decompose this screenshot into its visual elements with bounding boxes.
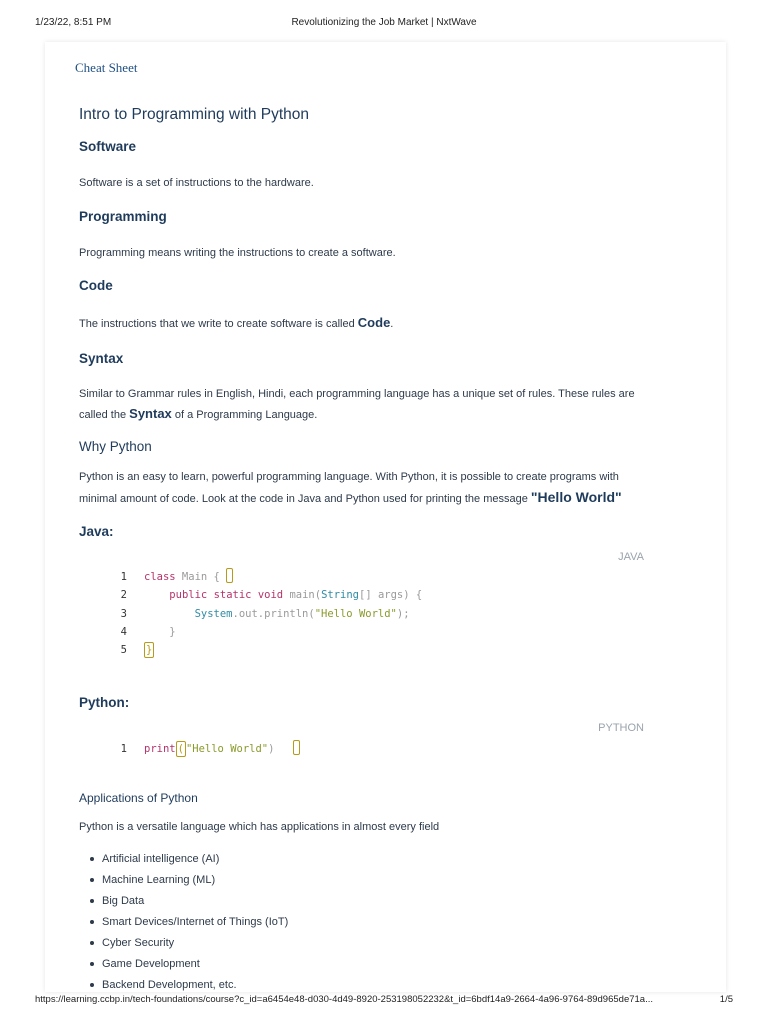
print-page-number: 1/5: [719, 994, 733, 1005]
code-heading: Code: [79, 278, 113, 293]
why-python-line-2-prefix: minimal amount of code. Look at the code in Java and Python used for printing the message: [79, 493, 531, 505]
matched-paren: (: [177, 743, 184, 755]
code-line: [110, 568, 422, 586]
code-text: [] args) {: [359, 589, 423, 602]
code-text-suffix: .: [390, 318, 394, 330]
line-number: 3: [120, 607, 127, 620]
code-keyword: print: [144, 743, 176, 755]
code-keyword: void: [257, 589, 284, 602]
cheat-sheet-label: Cheat Sheet: [75, 60, 138, 75]
why-python-line-2: [79, 487, 669, 509]
code-keyword: class: [144, 571, 176, 583]
code-type: System: [194, 607, 233, 620]
code-string: "Hello World": [185, 743, 269, 755]
code-line: [110, 586, 422, 604]
line-number: 5: [120, 644, 127, 657]
code-type: String: [321, 589, 359, 602]
why-python-text: [79, 467, 669, 509]
applications-list: [102, 851, 288, 998]
list-item: Smart Devices/Internet of Things (IoT): [102, 914, 288, 935]
list-item: Big Data: [102, 893, 288, 914]
java-heading: Java:: [79, 524, 114, 539]
code-term: Code: [357, 315, 391, 330]
matched-brace: }: [146, 644, 153, 657]
print-footer: [0, 994, 768, 1008]
line-number: 1: [120, 571, 127, 583]
code-line: [110, 623, 422, 641]
line-number: 2: [120, 589, 127, 602]
print-datetime: 1/23/22, 8:51 PM: [35, 17, 112, 28]
editor-cursor: [226, 568, 233, 583]
code-text: .out.println(: [232, 607, 315, 620]
print-url: https://learning.ccbp.in/tech-foundations/course?c_id=a6454e48-d030-4d49-8920-253198052232&t_id=6bdf14a9-2664-4a96-9764-89d965de71a...: [35, 994, 653, 1005]
why-python-line-1: Python is an easy to learn, powerful programming language. With Python, it is possible to create programs with: [79, 471, 619, 483]
software-heading: Software: [79, 139, 137, 154]
code-text: Main {: [175, 571, 220, 583]
print-header: [0, 17, 768, 31]
syntax-line-2: [79, 404, 669, 425]
list-item: Machine Learning (ML): [102, 872, 288, 893]
programming-text: Programming means writing the instructions to create a software.: [79, 247, 396, 259]
software-text: Software is a set of instructions to the hardware.: [79, 177, 314, 189]
intro-title: Intro to Programming with Python: [79, 106, 310, 123]
syntax-line-1: Similar to Grammar rules in English, Hindi, each programming language has a unique set of rules. These rules are: [79, 388, 635, 400]
print-page-title: Revolutionizing the Job Market | NxtWave: [291, 17, 477, 28]
code-line: [110, 740, 300, 758]
java-lang-tag: JAVA: [618, 551, 644, 563]
code-text-prefix: The instructions that we write to create software is called: [79, 318, 358, 330]
syntax-line-2-prefix: called the: [79, 409, 130, 421]
applications-intro: Python is a versatile language which has applications in almost every field: [79, 821, 440, 833]
python-lang-tag: PYTHON: [598, 722, 644, 734]
code-text: [79, 313, 669, 334]
applications-heading: Applications of Python: [79, 791, 198, 805]
syntax-term: Syntax: [129, 406, 172, 421]
syntax-line-2-suffix: of a Programming Language.: [171, 409, 318, 421]
code-line: [110, 641, 422, 659]
list-item: Backend Development, etc.: [102, 977, 288, 998]
code-text: );: [396, 607, 410, 620]
syntax-text: [79, 384, 669, 425]
line-number: 1: [120, 743, 127, 755]
java-code-block: [110, 568, 422, 659]
syntax-heading: Syntax: [79, 351, 124, 366]
code-keyword: public: [169, 589, 208, 602]
python-code-block: [110, 740, 300, 758]
code-keyword: static: [213, 589, 252, 602]
python-heading: Python:: [79, 695, 130, 710]
list-item: Game Development: [102, 956, 288, 977]
code-string: "Hello World": [314, 607, 397, 620]
programming-heading: Programming: [79, 209, 167, 224]
editor-cursor: [293, 740, 300, 755]
line-number: 4: [120, 625, 127, 638]
list-item: Artificial intelligence (AI): [102, 851, 288, 872]
list-item: Cyber Security: [102, 935, 288, 956]
code-text: ): [268, 743, 275, 755]
why-python-heading: Why Python: [79, 439, 152, 454]
hello-world-quote: "Hello World": [530, 489, 622, 505]
code-text: main(: [283, 589, 322, 602]
code-text: }: [169, 625, 176, 638]
code-line: [110, 605, 422, 623]
